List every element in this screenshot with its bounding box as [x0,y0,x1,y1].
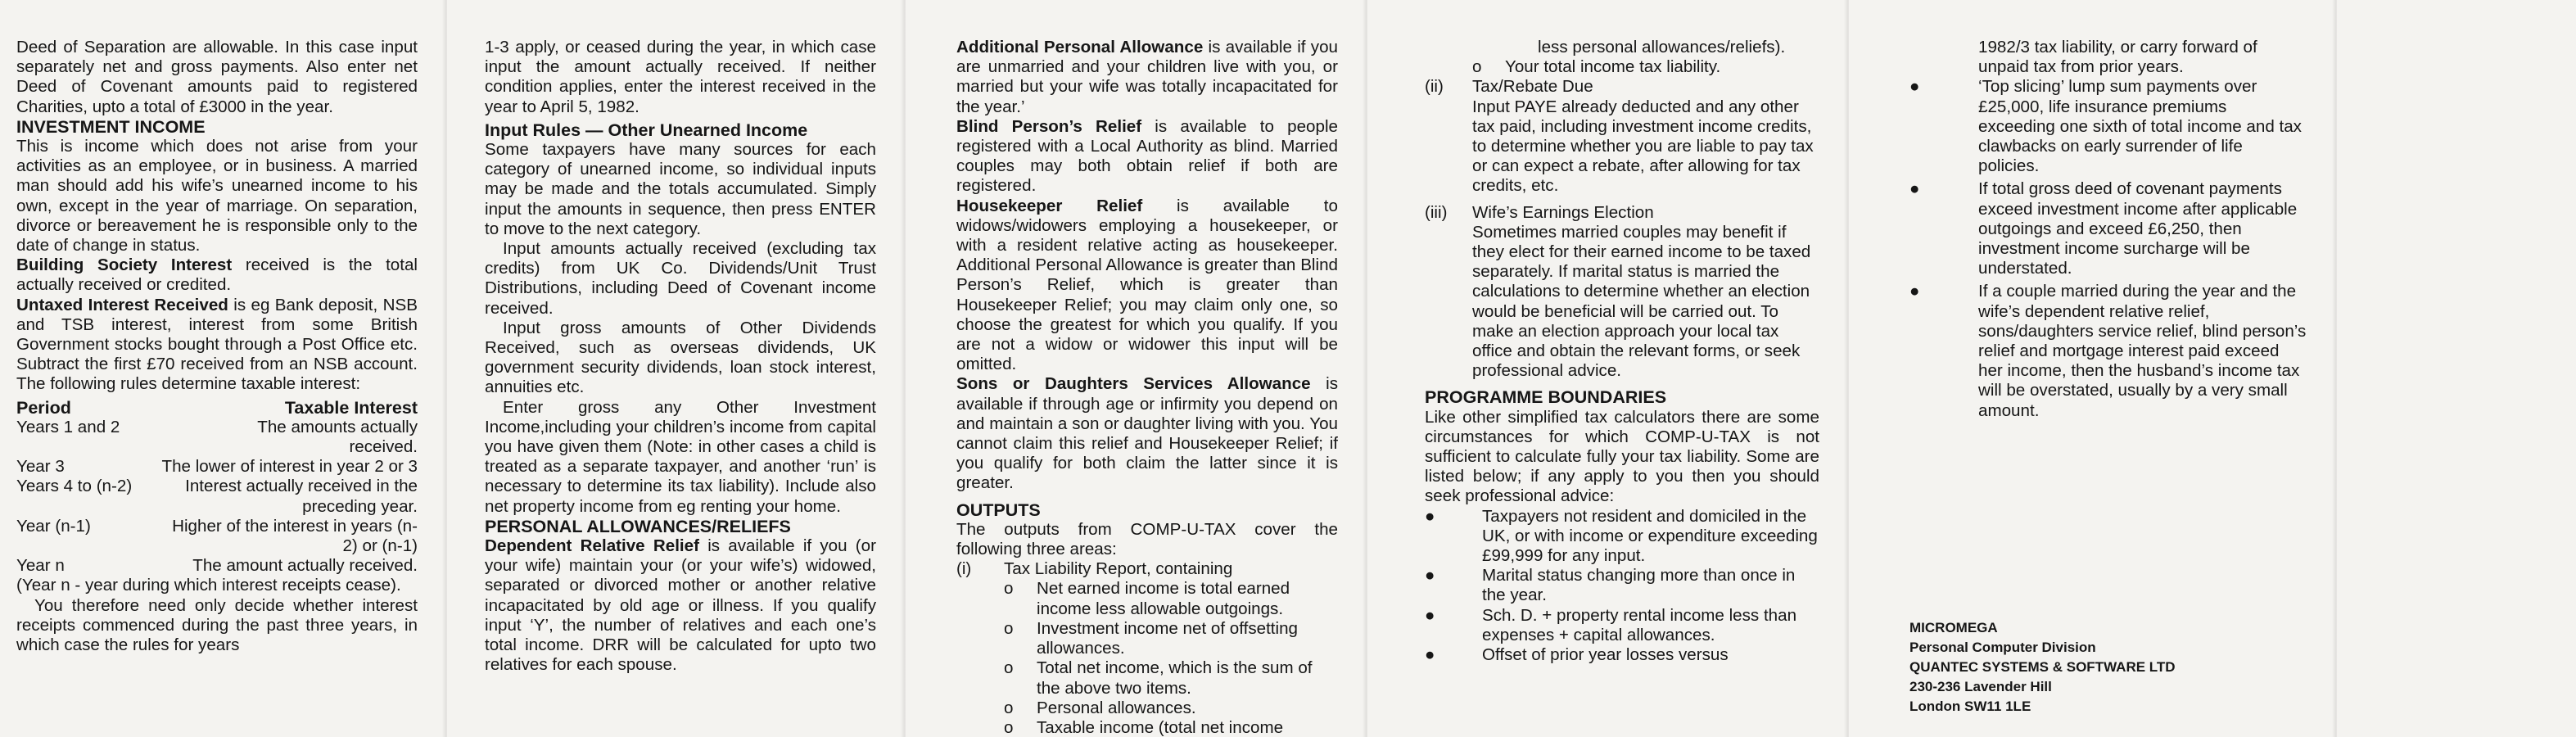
output-title: Tax/Rebate Due [1472,77,1593,97]
output-title: Wife’s Earnings Election [1472,202,1654,222]
list-item-text: Total net income, which is the sum of the above two items. [1037,658,1313,698]
input-rules-text-2: Input amounts actually received (excluding tax credits) from UK Co. Dividends/Unit Trust Distributions, including Deed of Covenant income received. [485,239,876,318]
year-n-note: (Year n - year during which interest receipts cease). [16,576,401,595]
panel-3 [906,0,1367,737]
list-item [956,699,1338,718]
publisher-address [1909,618,2176,717]
housekeeper-term: Housekeeper Relief [956,196,1143,215]
housekeeper-para [956,197,1338,375]
col-taxable-interest: Taxable Interest [284,397,418,418]
company-name: MICROMEGA [1909,620,1998,635]
rule-cell: Higher of the interest in years (n-2) or (n-1) [172,516,418,556]
input-rules-text-3: Input gross amounts of Other Dividends Received, such as overseas dividends, UK government security dividends, loan stock interest, annuities etc. [485,318,876,397]
untaxed-interest-para [16,296,418,395]
input-rules-text-1: Some taxpayers have many sources for each category of unearned income, so individual inputs may be made and the totals accumulated. Simply input the amounts in sequence, then press ENTER to move to the next category. [485,140,876,238]
building-society-para [16,255,418,295]
dependent-relative-para [485,536,876,675]
bullet-mark: ● [1909,77,1920,97]
list-item [1425,566,1819,605]
division-name: Personal Computer Division [1909,640,2096,655]
untaxed-interest-term: Untaxed Interest Received [16,295,228,314]
bullet-mark: o [1004,618,1014,638]
continued-text: 1-3 apply, or ceased during the year, in which case input the amount actually received. If neither condition applies, enter the interest received in the year to April 5, 1982. [485,38,876,116]
list-item [1425,606,1819,645]
list-item [1909,38,2307,77]
heading-investment-income: INVESTMENT INCOME [16,116,206,137]
parent-company: QUANTEC SYSTEMS & SOFTWARE LTD [1909,659,2176,675]
rule-cell: The lower of interest in year 2 or 3 [161,457,418,477]
output-item [1425,203,1819,382]
output-number: (i) [956,559,972,579]
period-cell: Years 4 to (n-2) [16,477,133,496]
output-text: Input PAYE already deducted and any other tax paid, including investment income credits, to determine whether you are liable to pay tax or can expect a rebate, after allowing for tax credits, etc. [1472,97,1814,196]
boundaries-text: Like other simplified tax calculators there are some circumstances for which COMP-U-TAX is not sufficient to calculate fully your tax liability. Some are listed below; if any apply to you then you should seek professional advice: [1425,407,1819,506]
list-item [956,579,1338,618]
list-item [956,619,1338,658]
list-item-text: If a couple married during the year and the wife’s dependent relative relief, sons/daughters service relief, blind person’s relief and mortgage interest paid exceed her income, then the husband’s income tax will be overstated, usually by a very small amount. [1978,282,2307,420]
list-item-text: 1982/3 tax liability, or carry forward of unpaid tax from prior years. [1978,38,2257,77]
panel-4 [1367,0,1849,737]
list-item [1425,57,1819,77]
additional-personal-text: is available if you are unmarried and your children live with you, or married but your wife was totally incapacitated for the year.’ [956,38,1338,116]
outputs-text: The outputs from COMP-U-TAX cover the following three areas: [956,519,1338,559]
table-row [16,418,418,457]
output-number: (ii) [1425,77,1444,97]
panel-6-blank [2337,0,2576,737]
bullet-mark: ● [1425,506,1435,526]
list-item-text: Your total income tax liability. [1505,57,1721,77]
building-society-text: received is the total actually received or credited. [16,255,418,295]
table-row [16,457,418,477]
list-item-text: ‘Top slicing’ lump sum payments over £25,000, life insurance premiums exceeding one sixth of total income and tax clawbacks on early surrender of life policies. [1978,77,2302,176]
bullet-mark: o [1004,698,1014,717]
list-item [956,718,1338,737]
bullet-mark: o [1004,717,1014,737]
table-row [16,556,418,576]
blind-person-para [956,117,1338,197]
list-item [1909,282,2307,420]
output-item [956,559,1338,579]
list-item-text: Sch. D. + property rental income less than expenses + capital allowances. [1482,605,1797,644]
list-item [956,658,1338,698]
dependent-relative-text: is available if you (or your wife) maintain your (or your wife’s) widowed, separated or divorced mother or another relative incapacitated by old age or illness. If you qualify input ‘Y’, the number of relatives and each one’s total income. DRR will be calculated for upto two relatives for each spouse. [485,536,876,675]
output-text: Sometimes married couples may benefit if they elect for their earned income to be taxed separately. If marital status is married the calculations to determine whether an election would be beneficial will be carried out. To make an election approach your local tax office and obtain the relevant forms, or seek professional advice. [1472,222,1811,381]
list-item-text: Personal allowances. [1037,698,1196,717]
list-item-text: less personal allowances/reliefs). [1538,38,1786,57]
list-item [1425,507,1819,567]
period-cell: Year n [16,556,65,576]
intro-text: Deed of Separation are allowable. In this case input separately net and gross payments. Also enter net Deed of Covenant amounts paid to registered Charities, upto a total of £3000 in the year. [16,38,418,116]
output-title: Tax Liability Report, containing [1004,559,1233,579]
city-postcode: London SW11 1LE [1909,699,2031,714]
sons-daughters-text: is available if through age or infirmity you depend on and maintain a son or daughter living with you. You cannot claim this relief and Housekeeper Relief; if you qualify for both claim the latter since it is greater. [956,374,1338,493]
bullet-mark: o [1004,658,1014,678]
list-item-text: Offset of prior year losses versus [1482,645,1729,665]
bullet-mark: o [1472,57,1482,77]
panel-2 [447,0,906,737]
rule-cell: The amount actually received. [192,556,418,576]
closing-text: You therefore need only decide whether interest receipts commenced during the past three years, in which case the rules for years [16,595,418,655]
table-row [16,477,418,516]
dependent-relative-term: Dependent Relative Relief [485,536,699,556]
street-address: 230-236 Lavender Hill [1909,679,2052,694]
output-item [1425,77,1819,196]
list-item-text: Marital status changing more than once in the year. [1482,566,1796,605]
additional-personal-para [956,38,1338,117]
list-item [1425,645,1819,665]
list-item-text: Net earned income is total earned income less allowable outgoings. [1037,579,1290,618]
bullet-mark: o [1004,579,1014,599]
rule-cell: The amounts actually received. [257,417,418,457]
housekeeper-text: is available to widows/widowers employing a housekeeper, or with a resident relative acting as housekeeper. Additional Personal Allowance is greater than Blind Person’s Relief, which is greater than Housekeeper Relief; you may claim only one, so choose the greatest for which you qualify. If you are not a widow or widower this input will be omitted. [956,196,1338,374]
sons-daughters-term: Sons or Daughters Services Allowance [956,374,1311,394]
sons-daughters-para [956,374,1338,493]
bullet-mark: ● [1909,179,1920,199]
blind-person-text: is available to people registered with a Local Authority as blind. Married couples may both obtain relief if both are registered. [956,116,1338,196]
heading-outputs: OUTPUTS [956,500,1041,520]
period-cell: Year (n-1) [16,516,91,536]
table-row [16,517,418,556]
list-item [1909,179,2307,278]
list-item-text: Investment income net of offsetting allowances. [1037,618,1299,658]
building-society-term: Building Society Interest [16,255,233,275]
list-item-text: If total gross deed of covenant payments exceed investment income after applicable outgoings and exceed £6,250, then investment income surcharge will be understated. [1978,179,2298,278]
bullet-mark: ● [1425,605,1435,625]
bullet-mark: ● [1425,645,1435,665]
col-period: Period [16,397,71,418]
output-number: (iii) [1425,202,1448,222]
list-item [1909,77,2307,176]
bullet-mark: ● [1909,282,1920,301]
period-table-header [16,398,418,418]
input-rules-text-4: Enter gross any Other Investment Income,including your children’s income from capital you have given them (Note: in other cases a child is treated as a separate taxpayer, and another ‘run’ is necessary to determine its tax liability). Include also net property income from eg renting your home. [485,397,876,516]
period-cell: Years 1 and 2 [16,417,120,436]
additional-personal-term: Additional Personal Allowance [956,38,1204,57]
list-item-text: Taxpayers not resident and domiciled in the UK, or with income or expenditure exceeding £99,999 for any input. [1482,506,1818,566]
rule-cell: Interest actually received in the preceding year. [185,477,418,516]
list-item [1425,38,1819,57]
bullet-mark: ● [1425,566,1435,586]
blind-person-term: Blind Person’s Relief [956,116,1142,136]
heading-personal-allowances: PERSONAL ALLOWANCES/RELIEFS [485,516,791,536]
heading-input-rules: Input Rules — Other Unearned Income [485,120,808,140]
list-item-text: Taxable income (total net income [1037,717,1284,737]
untaxed-interest-text: is eg Bank deposit, NSB and TSB interest, interest from some British Government stocks bought through a Post Office etc. Subtract the first £70 received from an NSB account. The following rules determine taxable interest: [16,295,418,394]
panel-1 [0,0,447,737]
period-cell: Year 3 [16,457,65,477]
heading-programme-boundaries: PROGRAMME BOUNDARIES [1425,387,1667,408]
investment-text: This is income which does not arise from your activities as an employee, or in business. A married man should add his wife’s unearned income to his own, except in the year of marriage. On separation, divorce or bereavement he is responsible only to the date of change in status. [16,137,418,255]
